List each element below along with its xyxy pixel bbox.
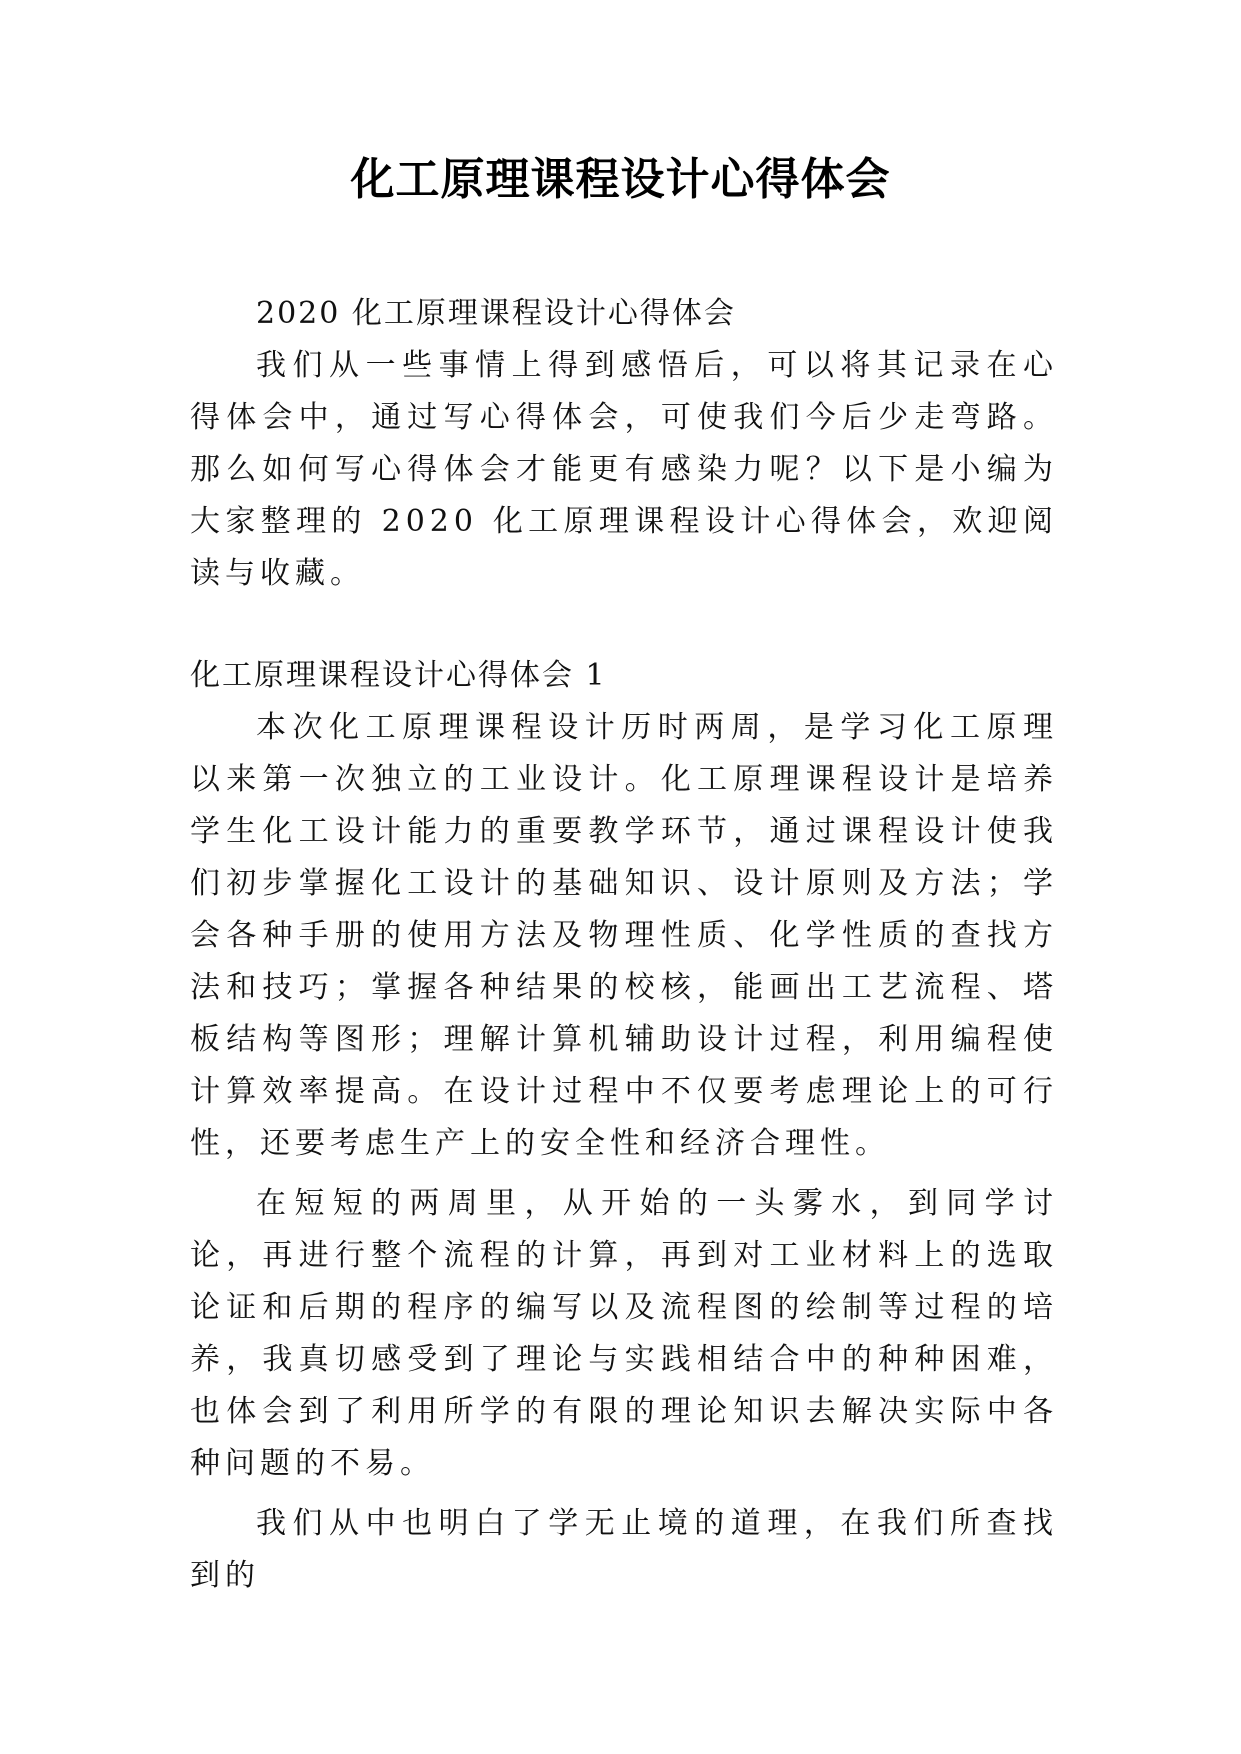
body-paragraph: 在短短的两周里，从开始的一头雾水，到同学讨论，再进行整个流程的计算，再到对工业材料上的选取论证和后期的程序的编写以及流程图的绘制等过程的培养，我真切感受到了理论与实践相结合中的种种困难，也体会到了利用所学的有限的理论知识去解决实际中各种问题的不易。: [190, 1186, 1058, 1481]
body-paragraph: 我们从中也明白了学无止境的道理，在我们所查找到的: [190, 1506, 1058, 1593]
document-body: [190, 288, 1058, 1602]
section-heading: 化工原理课程设计心得体会 1: [190, 658, 607, 693]
document-subtitle: 2020 化工原理课程设计心得体会: [256, 296, 736, 331]
intro-paragraph: 我们从一些事情上得到感悟后，可以将其记录在心得体会中，通过写心得体会，可使我们今后少走弯路。那么如何写心得体会才能更有感染力呢？以下是小编为大家整理的 2020 化工原理课程设计心得体会，欢迎阅读与收藏。: [190, 348, 1058, 591]
body-paragraph: 本次化工原理课程设计历时两周，是学习化工原理以来第一次独立的工业设计。化工原理课程设计是培养学生化工设计能力的重要教学环节，通过课程设计使我们初步掌握化工设计的基础知识、设计原则及方法；学会各种手册的使用方法及物理性质、化学性质的查找方法和技巧；掌握各种结果的校核，能画出工艺流程、塔板结构等图形；理解计算机辅助设计过程，利用编程使计算效率提高。在设计过程中不仅要考虑理论上的可行性，还要考虑生产上的安全性和经济合理性。: [190, 710, 1058, 1161]
document-title: 化工原理课程设计心得体会: [350, 154, 891, 205]
